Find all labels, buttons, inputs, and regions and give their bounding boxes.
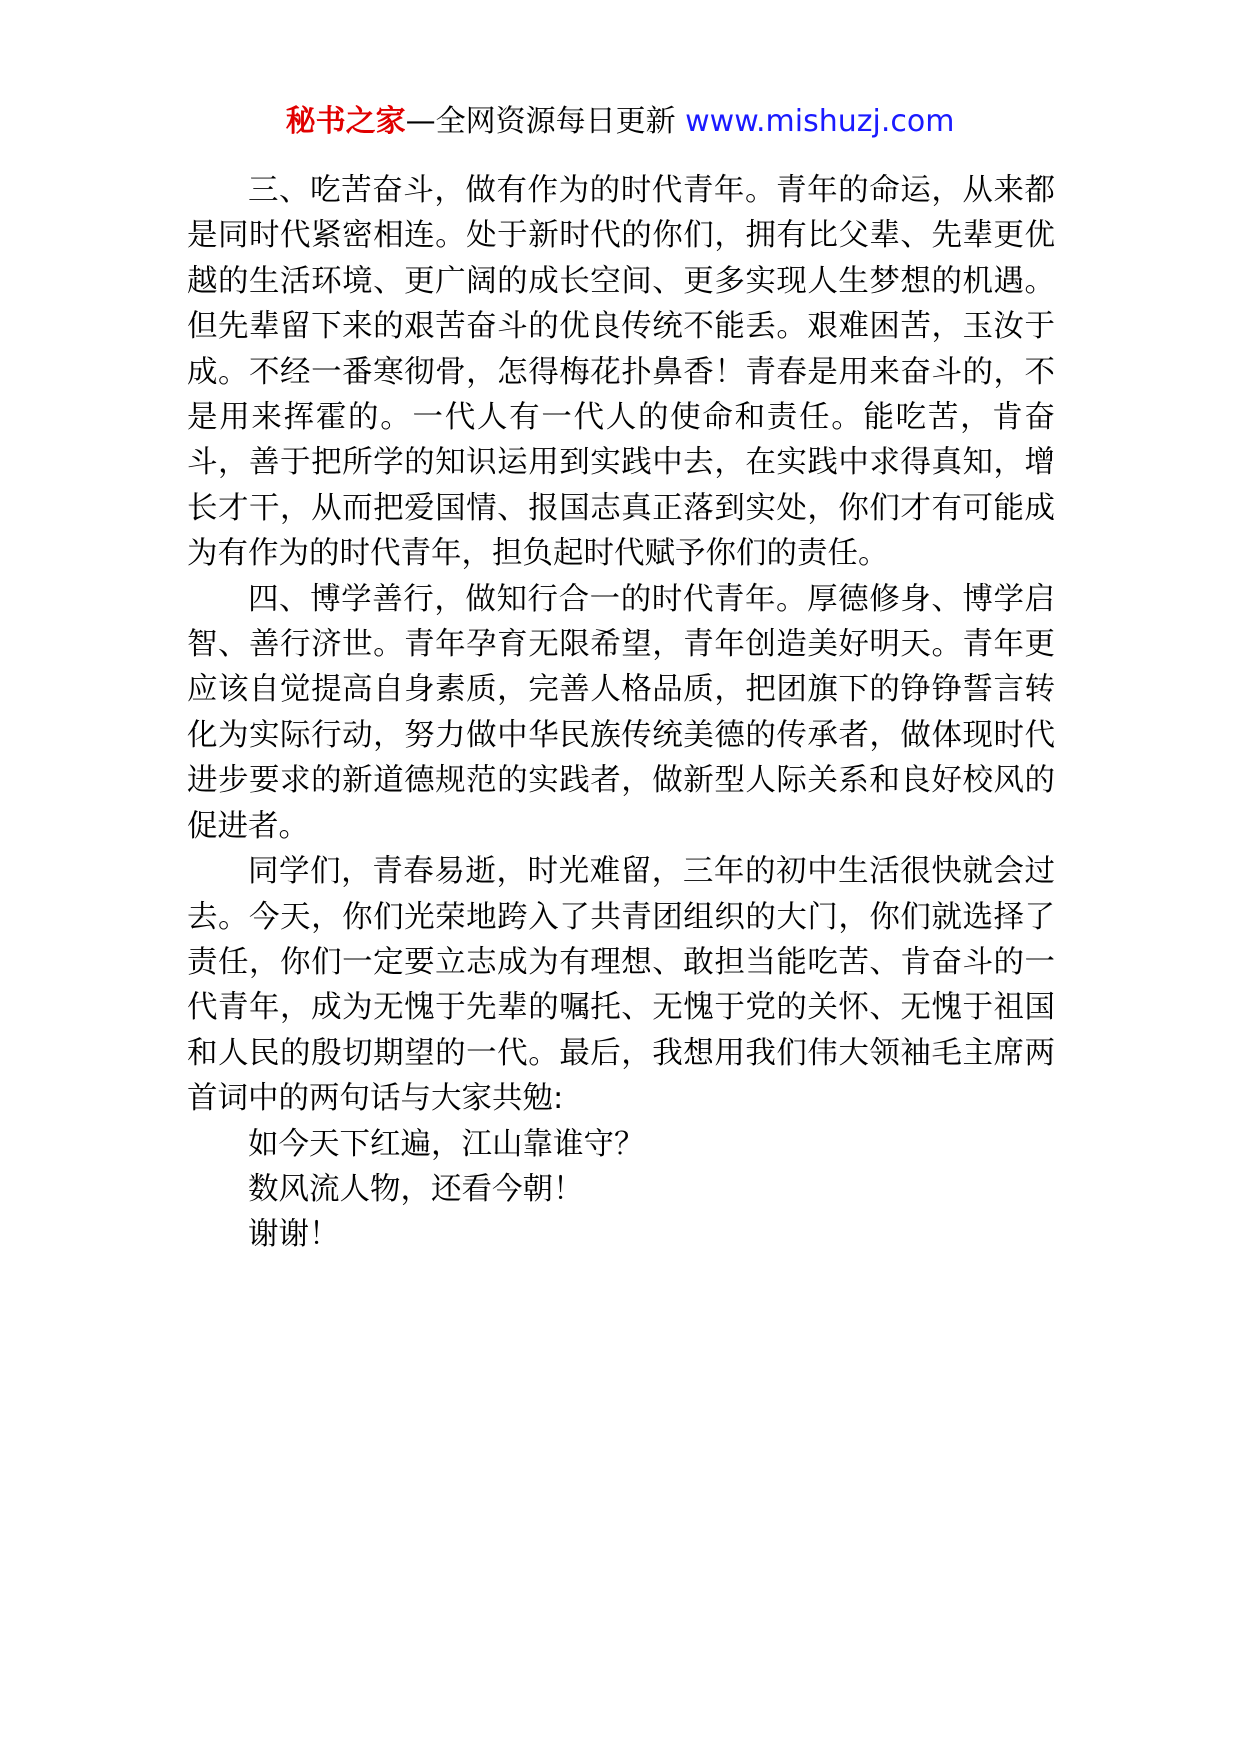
page-header (0, 100, 1240, 144)
poem-line-2: 数风流人物，还看今朝！ (248, 1171, 584, 1207)
paragraph-closing: 同学们，青春易逝，时光难留，三年的初中生活很快就会过去。今天，你们光荣地跨入了共青团组织的大门，你们就选择了责任，你们一定要立志成为有理想、敢担当能吃苦、肯奋斗的一代青年，成为无愧于先辈的嘱托、无愧于党的关怀、无愧于祖国和人民的殷切期望的一代。最后，我想用我们伟大领袖毛主席两首词中的两句话与大家共勉: (187, 854, 1055, 1117)
header-tagline: —全网资源每日更新 (405, 104, 686, 139)
poem-line-1: 如今天下红遍，江山靠谁守？ (248, 1126, 645, 1162)
site-url[interactable]: www.mishuzj.com (685, 104, 955, 139)
paragraph-section-four: 四、博学善行，做知行合一的时代青年。厚德修身、博学启智、善行济世。青年孕育无限希望，青年创造美好明天。青年更应该自觉提高自身素质，完善人格品质，把团旗下的铮铮誓言转化为实际行动，努力做中华民族传统美德的传承者，做体现时代进步要求的新道德规范的实践者，做新型人际关系和良好校风的促进者。 (187, 581, 1055, 844)
paragraph-section-three: 三、吃苦奋斗，做有作为的时代青年。青年的命运，从来都是同时代紧密相连。处于新时代的你们，拥有比父辈、先辈更优越的生活环境、更广阔的成长空间、更多实现人生梦想的机遇。但先辈留下来的艰苦奋斗的优良传统不能丢。艰难困苦，玉汝于成。不经一番寒彻骨，怎得梅花扑鼻香！青春是用来奋斗的，不是用来挥霍的。一代人有一代人的使命和责任。能吃苦，肯奋斗，善于把所学的知识运用到实践中去，在实践中求得真知，增长才干，从而把爱国情、报国志真正落到实处，你们才有可能成为有作为的时代青年，担负起时代赋予你们的责任。 (187, 173, 1055, 572)
document-body (187, 168, 1055, 1258)
thanks-line: 谢谢！ (248, 1217, 340, 1253)
brand-name: 秘书之家 (285, 104, 406, 139)
